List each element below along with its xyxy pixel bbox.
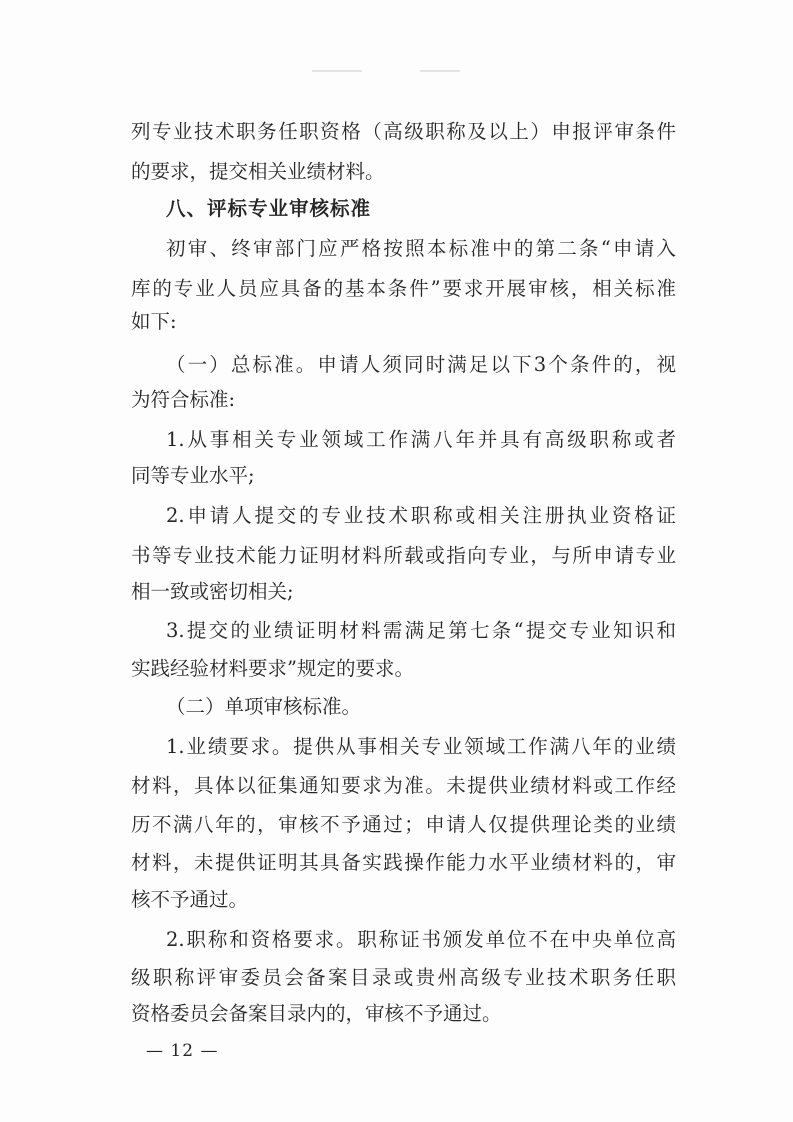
body-line: 库的专业人员应具备的基本条件”要求开展审核，相关标准	[131, 277, 676, 300]
body-line: 同等专业水平;	[131, 464, 255, 487]
scan-artifact	[420, 70, 460, 72]
subsection-title: （一）总标准。申请人须同时满足以下3个条件的，视	[166, 353, 676, 376]
body-line: 初审、终审部门应严格按照本标准中的第二条“申请入	[166, 237, 676, 260]
body-line: 为符合标准:	[131, 388, 236, 411]
body-line: 材料，具体以征集通知要求为准。未提供业绩材料或工作经	[131, 774, 676, 797]
body-line: 书等专业技术能力证明材料所载或指向专业，与所申请专业	[131, 544, 676, 567]
body-line: 如下:	[131, 310, 177, 333]
list-item: 2.职称和资格要求。职称证书颁发单位不在中央单位高	[166, 928, 676, 951]
body-line: 材料，未提供证明其具备实践操作能力水平业绩材料的，审	[131, 851, 676, 874]
list-item: 3.提交的业绩证明材料需满足第七条“提交专业知识和	[166, 619, 676, 642]
body-line: 实践经验材料要求”规定的要求。	[131, 657, 414, 680]
body-line: 核不予通过。	[131, 888, 249, 911]
subsection-title: （二）单项审核标准。	[166, 695, 362, 718]
scan-artifact	[312, 70, 362, 72]
body-line: 资格委员会备案目录内的，审核不予通过。	[131, 1002, 502, 1025]
body-line: 的要求，提交相关业绩材料。	[131, 160, 385, 183]
body-line: 历不满八年的，审核不予通过；申请人仅提供理论类的业绩	[131, 813, 676, 836]
section-heading: 八、评标专业审核标准	[166, 197, 372, 220]
page-number: — 12 —	[146, 1041, 219, 1061]
body-line: 列专业技术职务任职资格（高级职称及以上）申报评审条件	[131, 120, 676, 143]
body-line: 级职称评审委员会备案目录或贵州高级专业技术职务任职	[131, 966, 676, 989]
list-item: 1.从事相关专业领域工作满八年并具有高级职称或者	[166, 428, 676, 451]
body-line: 相一致或密切相关;	[131, 580, 294, 603]
list-item: 1.业绩要求。提供从事相关专业领域工作满八年的业绩	[166, 735, 676, 758]
list-item: 2.申请人提交的专业技术职称或相关注册执业资格证	[166, 504, 676, 527]
